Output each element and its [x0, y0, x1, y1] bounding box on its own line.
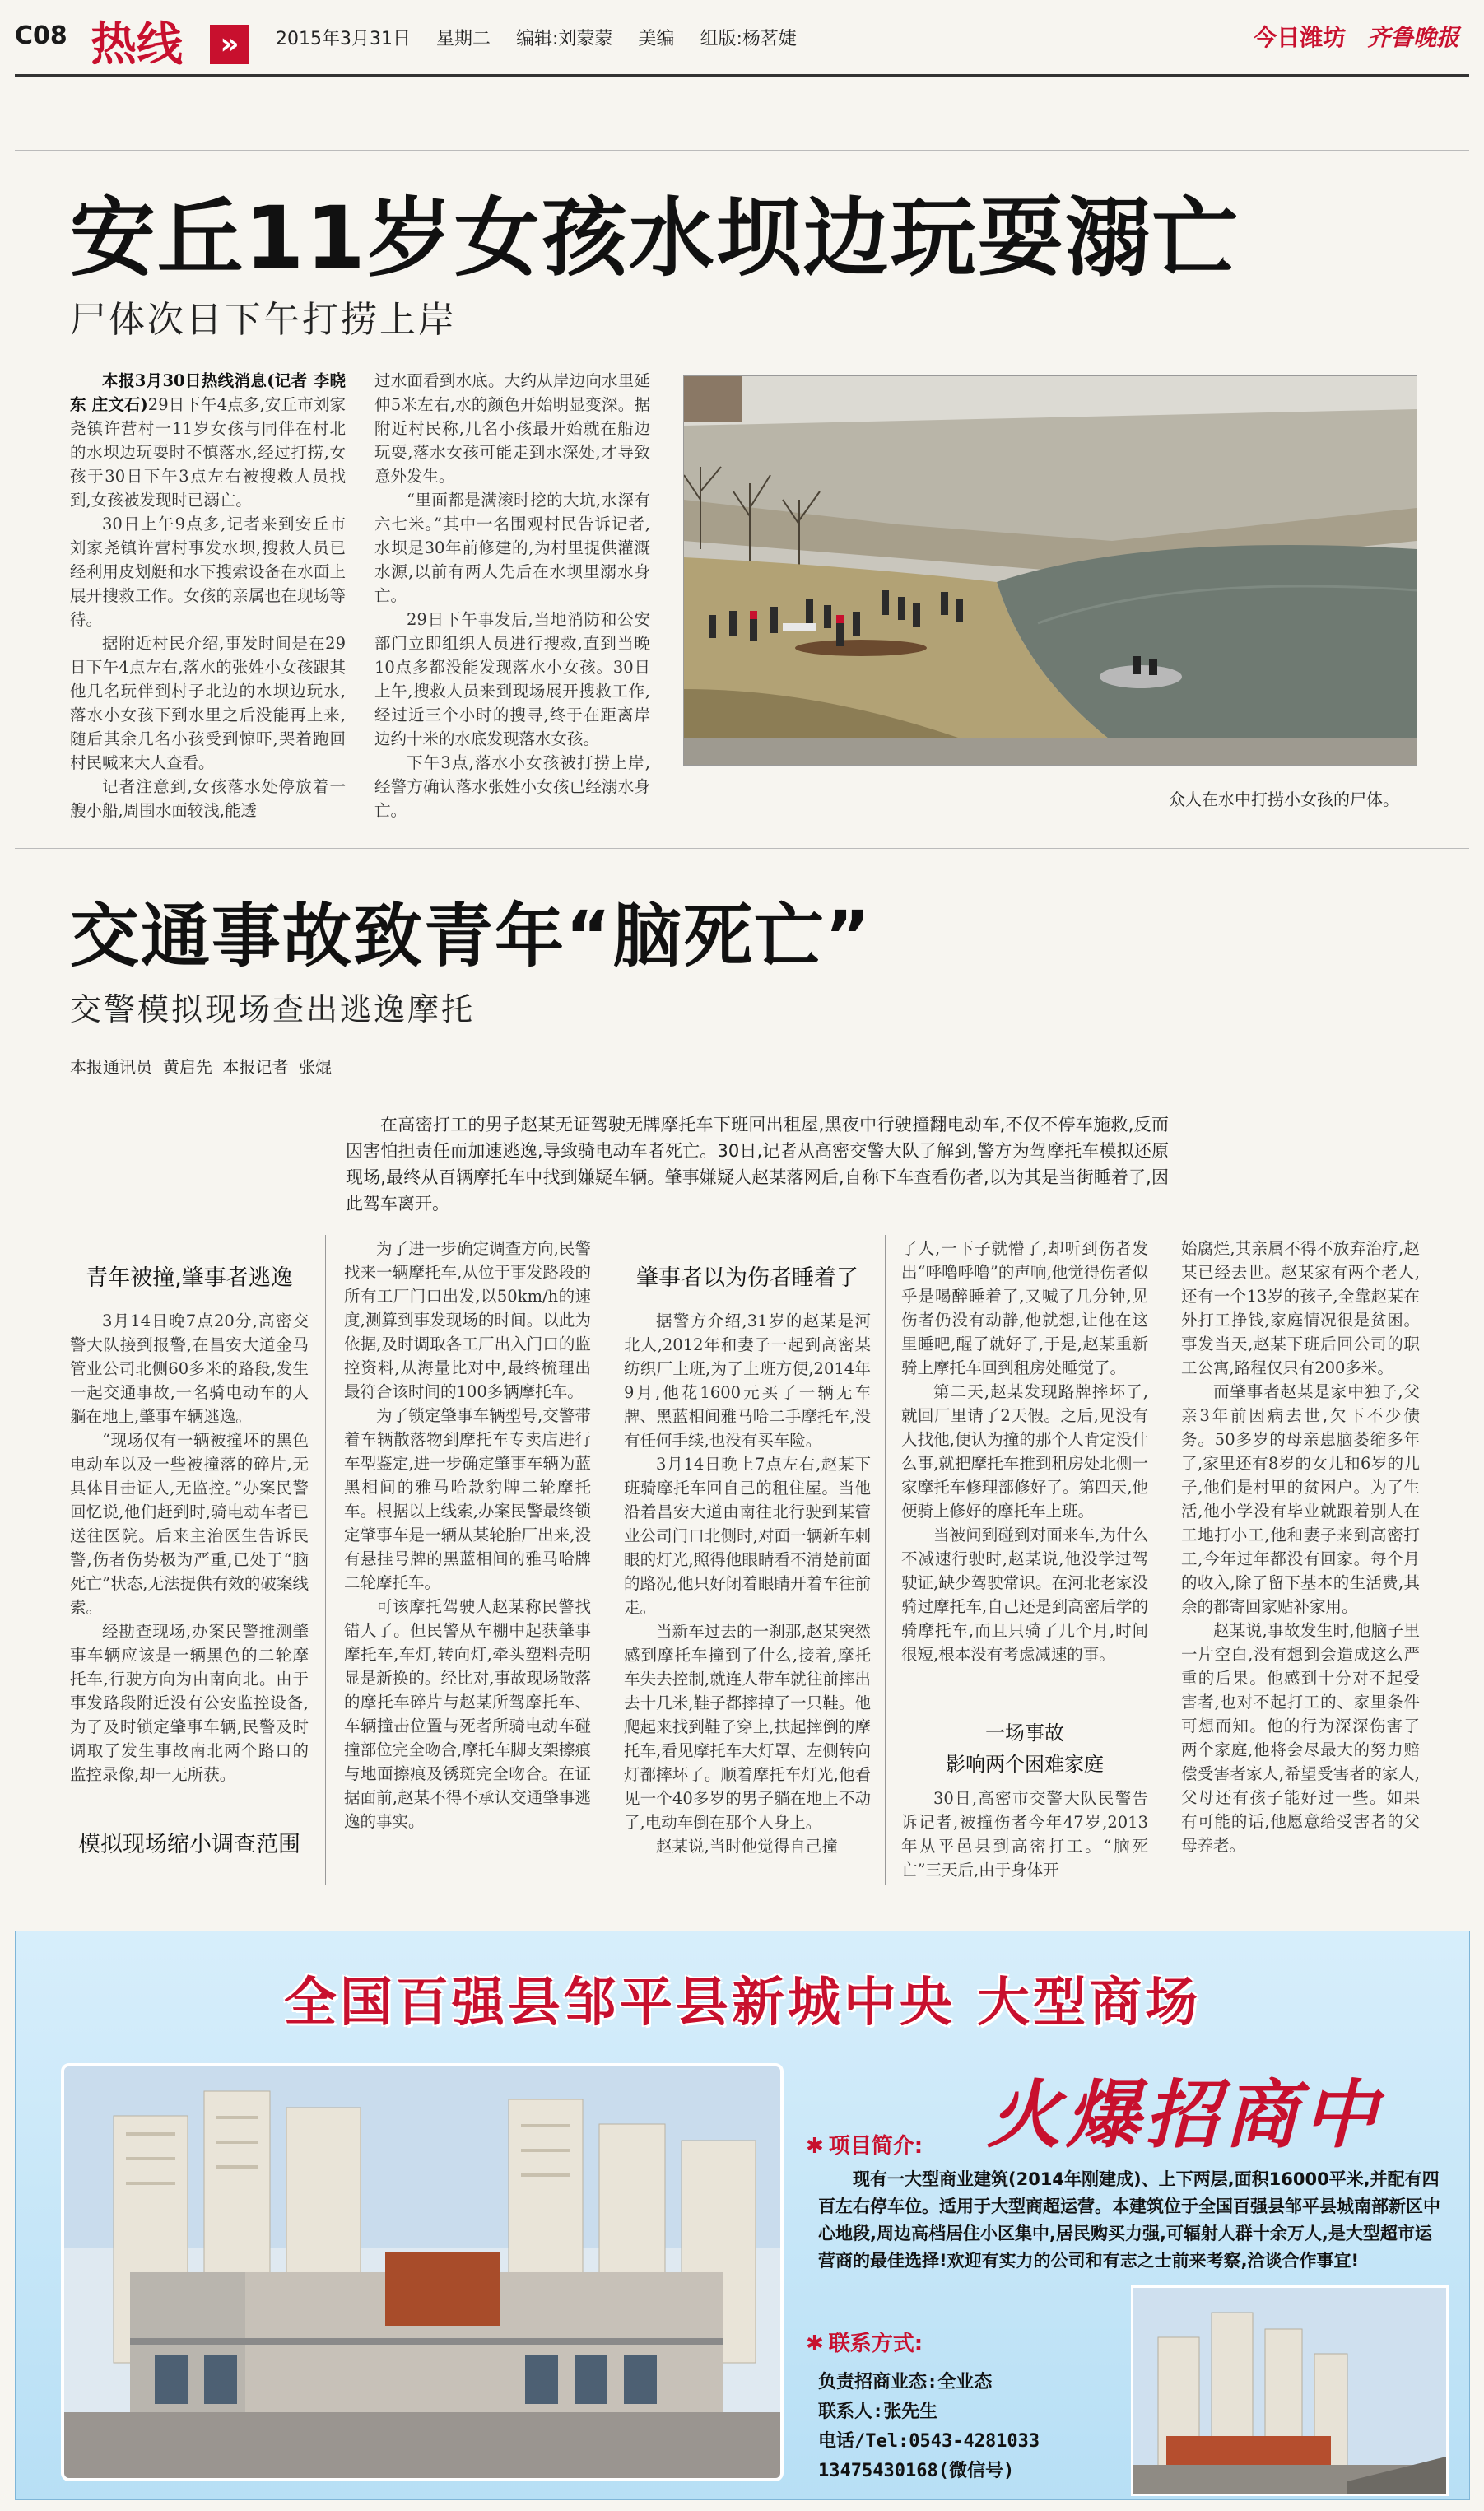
ad-intro-title-text: 项目简介: — [828, 2134, 923, 2159]
article2-headline: 交通事故致青年“脑死亡” — [70, 896, 872, 976]
article2-minihead-4a: 一场事故 — [985, 1721, 1064, 1745]
article2-col3 — [624, 1309, 871, 1858]
issue-proof: 组版:杨茗婕 — [700, 29, 797, 49]
article1-col1 — [70, 369, 346, 822]
advertisement — [15, 1931, 1470, 2500]
paragraph: 29日下午4点多,安丘市刘家尧镇许营村一11岁女孩与同伴在村北的水坝边玩耍时不慎落水,经过打捞,女孩于30日下午3点左右被搜救人员找到,女孩被发现时已溺亡。 — [70, 395, 347, 510]
lead-paragraph: 在高密打工的男子赵某无证驾驶无牌摩托车下班回出租屋,黑夜中行驶撞翻电动车,不仅不停车施救,反而因害怕担责任而加速逃逸,导致骑电动车者死亡。30日,记者从高密交警大队了解到,警方为驾摩托车模拟还原现场,最终从百辆摩托车中找到嫌疑车辆。肇事嫌疑人赵某落网后,自称下车查看伤者,以为其是当街睡着了,因此驾车离开。 — [346, 1115, 1169, 1214]
paragraph: 而肇事者赵某是家中独子,父亲3年前因病去世,欠下不少债务。50多岁的母亲患脑萎缩多年了,家里还有8岁的女儿和6岁的儿子,他们是村里的贫困户。为了生活,他小学没有毕业就跟着别人在工地打小工,他和妻子来到高密打工,今年过年都没有回家。每个月的收入,除了留下基本的生活费,其余的都寄回家贴补家用。 — [1181, 1382, 1420, 1616]
ad-contact-title-text: 联系方式: — [828, 2332, 923, 2356]
paragraph: 可该摩托驾驶人赵某称民警找错人了。但民警从车棚中起获肇事摩托车,车灯,转向灯,牵头塑料壳明显是新换的。经比对,事故现场散落的摩托车碎片与赵某所驾摩托车、车辆撞击位置与死者所骑电动车碰撞部位完全吻合,摩托车脚支架擦痕与地面擦痕及锈斑完全吻合。在证据面前,赵某不得不承认交通肇事逃逸的事实。 — [344, 1597, 591, 1831]
article2-col1 — [70, 1309, 309, 1787]
article2-byline: 本报通讯员 黄启先 本报记者 张焜 — [70, 1057, 333, 1077]
article1-byline: 本报3月30日热线消息(记者 李晓东 庄文石) — [70, 371, 346, 414]
paragraph: 据警方介绍,31岁的赵某是河北人,2012年和妻子一起到高密某纺织厂上班,为了上班方便,2014年9月,他花1600元买了一辆无车牌、黑蓝相间雅马哈二手摩托车,没有任何手续,也没有买车险。 — [624, 1311, 871, 1450]
towers-image — [1133, 2288, 1446, 2494]
paragraph: 3月14日晚上7点左右,赵某下班骑摩托车回自己的租住屋。当他沿着昌安大道由南往北行驶到某管业公司门口北侧时,对面一辆新车刺眼的灯光,照得他眼睛看不清楚前面的路况,他只好闭着眼睛开着车往前走。 — [624, 1455, 871, 1617]
header-rule — [15, 74, 1469, 77]
column-rule — [885, 1235, 886, 1885]
issue-date: 2015年3月31日 — [276, 29, 411, 49]
section-label: 今日潍坊 — [1254, 24, 1347, 51]
article1-photo — [683, 375, 1417, 766]
section-arrow-icon: » — [210, 25, 249, 64]
ad-contact-line: 13475430168(微信号) — [818, 2461, 1015, 2481]
paragraph: 当新车过去的一刹那,赵某突然感到摩托车撞到了什么,接着,摩托车失去控制,就连人带车就往前摔出去十几米,鞋子都摔掉了一只鞋。他爬起来找到鞋子穿上,扶起摔倒的摩托车,看见摩托车大灯罩、左侧转向灯都摔坏了。顺着摩托车灯光,他看见一个40多岁的男子躺在地上不动了,电动车倒在那个人身上。 — [624, 1622, 871, 1832]
paragraph: 为了锁定肇事车辆型号,交警带着车辆散落物到摩托车专卖店进行车型鉴定,进一步确定肇事车辆为蓝黑相间的雅马哈款豹牌二轮摩托车。根据以上线索,办案民警最终锁定肇事车是一辆从某轮胎厂出来,没有悬挂号牌的黑蓝相间的雅马哈牌二轮摩托车。 — [344, 1406, 591, 1592]
page-number: C08 — [15, 21, 67, 50]
article2-col5 — [1181, 1237, 1420, 1857]
ad-building-photo — [61, 2063, 784, 2481]
paragraph: 赵某说,事故发生时,他脑子里一片空白,没有想到会造成这么严重的后果。他感到十分对不起受害者,也对不起打工的、家里条件可想而知。他的行为深深伤害了两个家庭,他将会尽最大的努力赔偿受害者家人,希望受害者的家人,父母还有孩子能好过一些。如果有可能的话,他愿意给受害者的父母养老。 — [1181, 1621, 1420, 1855]
article2-col4 — [901, 1237, 1148, 1666]
ad-intro — [818, 2166, 1448, 2275]
article2-lead — [346, 1111, 1169, 1217]
paragraph: 经勘查现场,办案民警推测肇事车辆应该是一辆黑色的二轮摩托车,行驶方向为由南向北。由于事发路段附近没有公安监控设备,为了及时锁定肇事车辆,民警及时调取了发生事故南北两个路口的监控录像,却一无所获。 — [70, 1622, 309, 1784]
paragraph: 为了进一步确定调查方向,民警找来一辆摩托车,从位于事发路段的所有工厂门口出发,以50km/h的速度,测算到事发现场的时间。以此为依据,及时调取各工厂出入门口的监控资料,从海量比对中,最终梳理出最符合该时间的100多辆摩托车。 — [344, 1239, 591, 1401]
paragraph: 当被问到碰到对面来车,为什么不减速行驶时,赵某说,他没学过驾驶证,缺少驾驶常识。在河北老家没骑过摩托车,自己还是到高密后学的骑摩托车,而且只骑了几个月,时间很短,根本没有考虑减速的事。 — [901, 1526, 1148, 1664]
paragraph: 过水面看到水底。大约从岸边向水里延伸5米左右,水的颜色开始明显变深。据附近村民称,几名小孩最开始就在船边玩耍,落水女孩可能走到水深处,才导致意外发生。 — [374, 371, 650, 486]
article2-minihead-2: 模拟现场缩小调查范围 — [78, 1832, 300, 1857]
column-rule — [325, 1235, 326, 1885]
issue-meta — [276, 25, 816, 50]
ad-title: 全国百强县邹平县新城中央 大型商场 — [283, 1973, 1202, 2033]
article1-subhead: 尸体次日下午打捞上岸 — [70, 299, 457, 341]
paragraph: 30日,高密市交警大队民警告诉记者,被撞伤者今年47岁,2013年从平邑县到高密打工。“脑死亡”三天后,由于身体开 — [901, 1789, 1148, 1880]
paragraph: 第二天,赵某发现路牌摔坏了,就回厂里请了2天假。之后,见没有人找他,便认为撞的那个人肯定没什么事,就把摩托车推到租房处北侧一家摩托车修理部修好了。第四天,他便骑上修好的摩托车上班。 — [901, 1382, 1148, 1521]
paragraph: 29日下午事发后,当地消防和公安部门立即组织人员进行搜救,直到当晚10点多都没能发现落水小女孩。30日上午,搜救人员来到现场展开搜救工作,经过近三个小时的搜寻,终于在距离岸边约十米的水底发现落水女孩。 — [374, 610, 650, 748]
paragraph: 下午3点,落水小女孩被打捞上岸,经警方确认落水张姓小女孩已经溺水身亡。 — [374, 753, 650, 820]
issue-editor: 编辑:刘蒙蒙 — [516, 29, 613, 49]
ad-contact-line: 电话/Tel:0543-4281033 — [818, 2431, 1040, 2452]
paragraph: “现场仅有一辆被撞坏的黑色电动车以及一些被撞落的碎片,无具体目击证人,无监控。”办案民警回忆说,他们赶到时,骑电动车者已送往医院。后来主治医生告诉民警,伤者伤势极为严重,已处于“脑死亡”状态,无法提供有效的破案线索。 — [70, 1431, 309, 1617]
divider — [15, 848, 1469, 849]
mall-building-image — [64, 2066, 780, 2478]
ad-contact-line: 联系人:张先生 — [818, 2402, 938, 2422]
article2-col4-tail — [901, 1787, 1148, 1882]
paragraph: 记者注意到,女孩落水处停放着一艘小船,周围水面较浅,能透 — [70, 777, 346, 820]
article2-subhead: 交警模拟现场查出逃逸摩托 — [70, 991, 476, 1027]
article2-minihead-1: 青年被撞,肇事者逃逸 — [86, 1265, 293, 1291]
paragraph: 赵某说,当时他觉得自己撞 — [656, 1837, 838, 1856]
pond-scene-image — [684, 376, 1417, 765]
article1-col2 — [374, 369, 650, 822]
issue-weekday: 星期二 — [435, 29, 491, 49]
ad-slogan: 火爆招商中 — [987, 2071, 1382, 2159]
ad-intro-text: 现有一大型商业建筑(2014年刚建成)、上下两层,面积16000平米,并配有四百左右停车位。适用于大型商超运营。本建筑位于全国百强县邹平县城南部新区中心地段,周边高档居住小区集中,居民购买力强,可辐射人群十余万人,是大型超市运营商的最佳选择!欢迎有实力的公司和有志之士前来考察,洽谈合作事宜! — [818, 2169, 1440, 2271]
paragraph: 据附近村民介绍,事发时间是在29日下午4点左右,落水的张姓小女孩跟其他几名玩伴到村子北边的水坝边玩水,落水小女孩下到水里之后没能再上来,随后其余几名小孩受到惊吓,哭着跑回村民喊来大人查看。 — [70, 634, 346, 772]
article2-col2 — [344, 1237, 591, 1833]
article2-minihead-4b: 影响两个困难家庭 — [946, 1753, 1104, 1776]
header-rule-thin — [15, 150, 1469, 151]
article1-photo-caption: 众人在水中打捞小女孩的尸体。 — [1169, 790, 1399, 809]
paper-logo: 齐鲁晚报 — [1366, 24, 1459, 51]
paragraph: 始腐烂,其亲属不得不放弃治疗,赵某已经去世。赵某家有两个老人,还有一个13岁的孩子,全靠赵某在外打工挣钱,家庭情况很是贫困。事发当天,赵某下班后回公司的职工公寓,路程仅只有200多米。 — [1181, 1239, 1420, 1377]
header-right — [1254, 20, 1459, 53]
ad-contact-line: 负责招商业态:全业态 — [818, 2372, 993, 2392]
issue-art: 美编 — [638, 29, 675, 49]
paragraph: “里面都是满滚时挖的大坑,水深有六七米。”其中一名围观村民告诉记者,水坝是30年前修建的,为村里提供灌溉水源,以前有两人先后在水坝里溺水身亡。 — [374, 491, 650, 605]
ad-intro-title: ✱ 项目简介: — [806, 2134, 923, 2159]
paragraph: 30日上午9点多,记者来到安丘市刘家尧镇许营村事发水坝,搜救人员已经利用皮划艇和水下搜索设备在水面上展开搜救工作。女孩的亲属也在现场等待。 — [70, 515, 346, 629]
paragraph: 3月14日晚7点20分,高密交警大队接到报警,在昌安大道金马管业公司北侧60多米的路段,发生一起交通事故,一名骑电动车的人躺在地上,肇事车辆逃逸。 — [70, 1311, 309, 1426]
paragraph: 了人,一下子就懵了,却听到伤者发出“呼噜呼噜”的声响,他觉得伤者似乎是喝醉睡着了,又喊了几分钟,见伤者仍没有动静,他就想,让他在这里睡吧,醒了就好了,于是,赵某重新骑上摩托车回到租房处睡觉了。 — [901, 1239, 1148, 1377]
section-title: 热线 — [91, 17, 183, 72]
article1-headline: 安丘11岁女孩水坝边玩耍溺亡 — [70, 188, 1240, 288]
ad-building-photo-small — [1131, 2285, 1449, 2496]
ad-contact-title: ✱ 联系方式: — [806, 2332, 923, 2356]
article2-minihead-3: 肇事者以为伤者睡着了 — [636, 1265, 858, 1291]
